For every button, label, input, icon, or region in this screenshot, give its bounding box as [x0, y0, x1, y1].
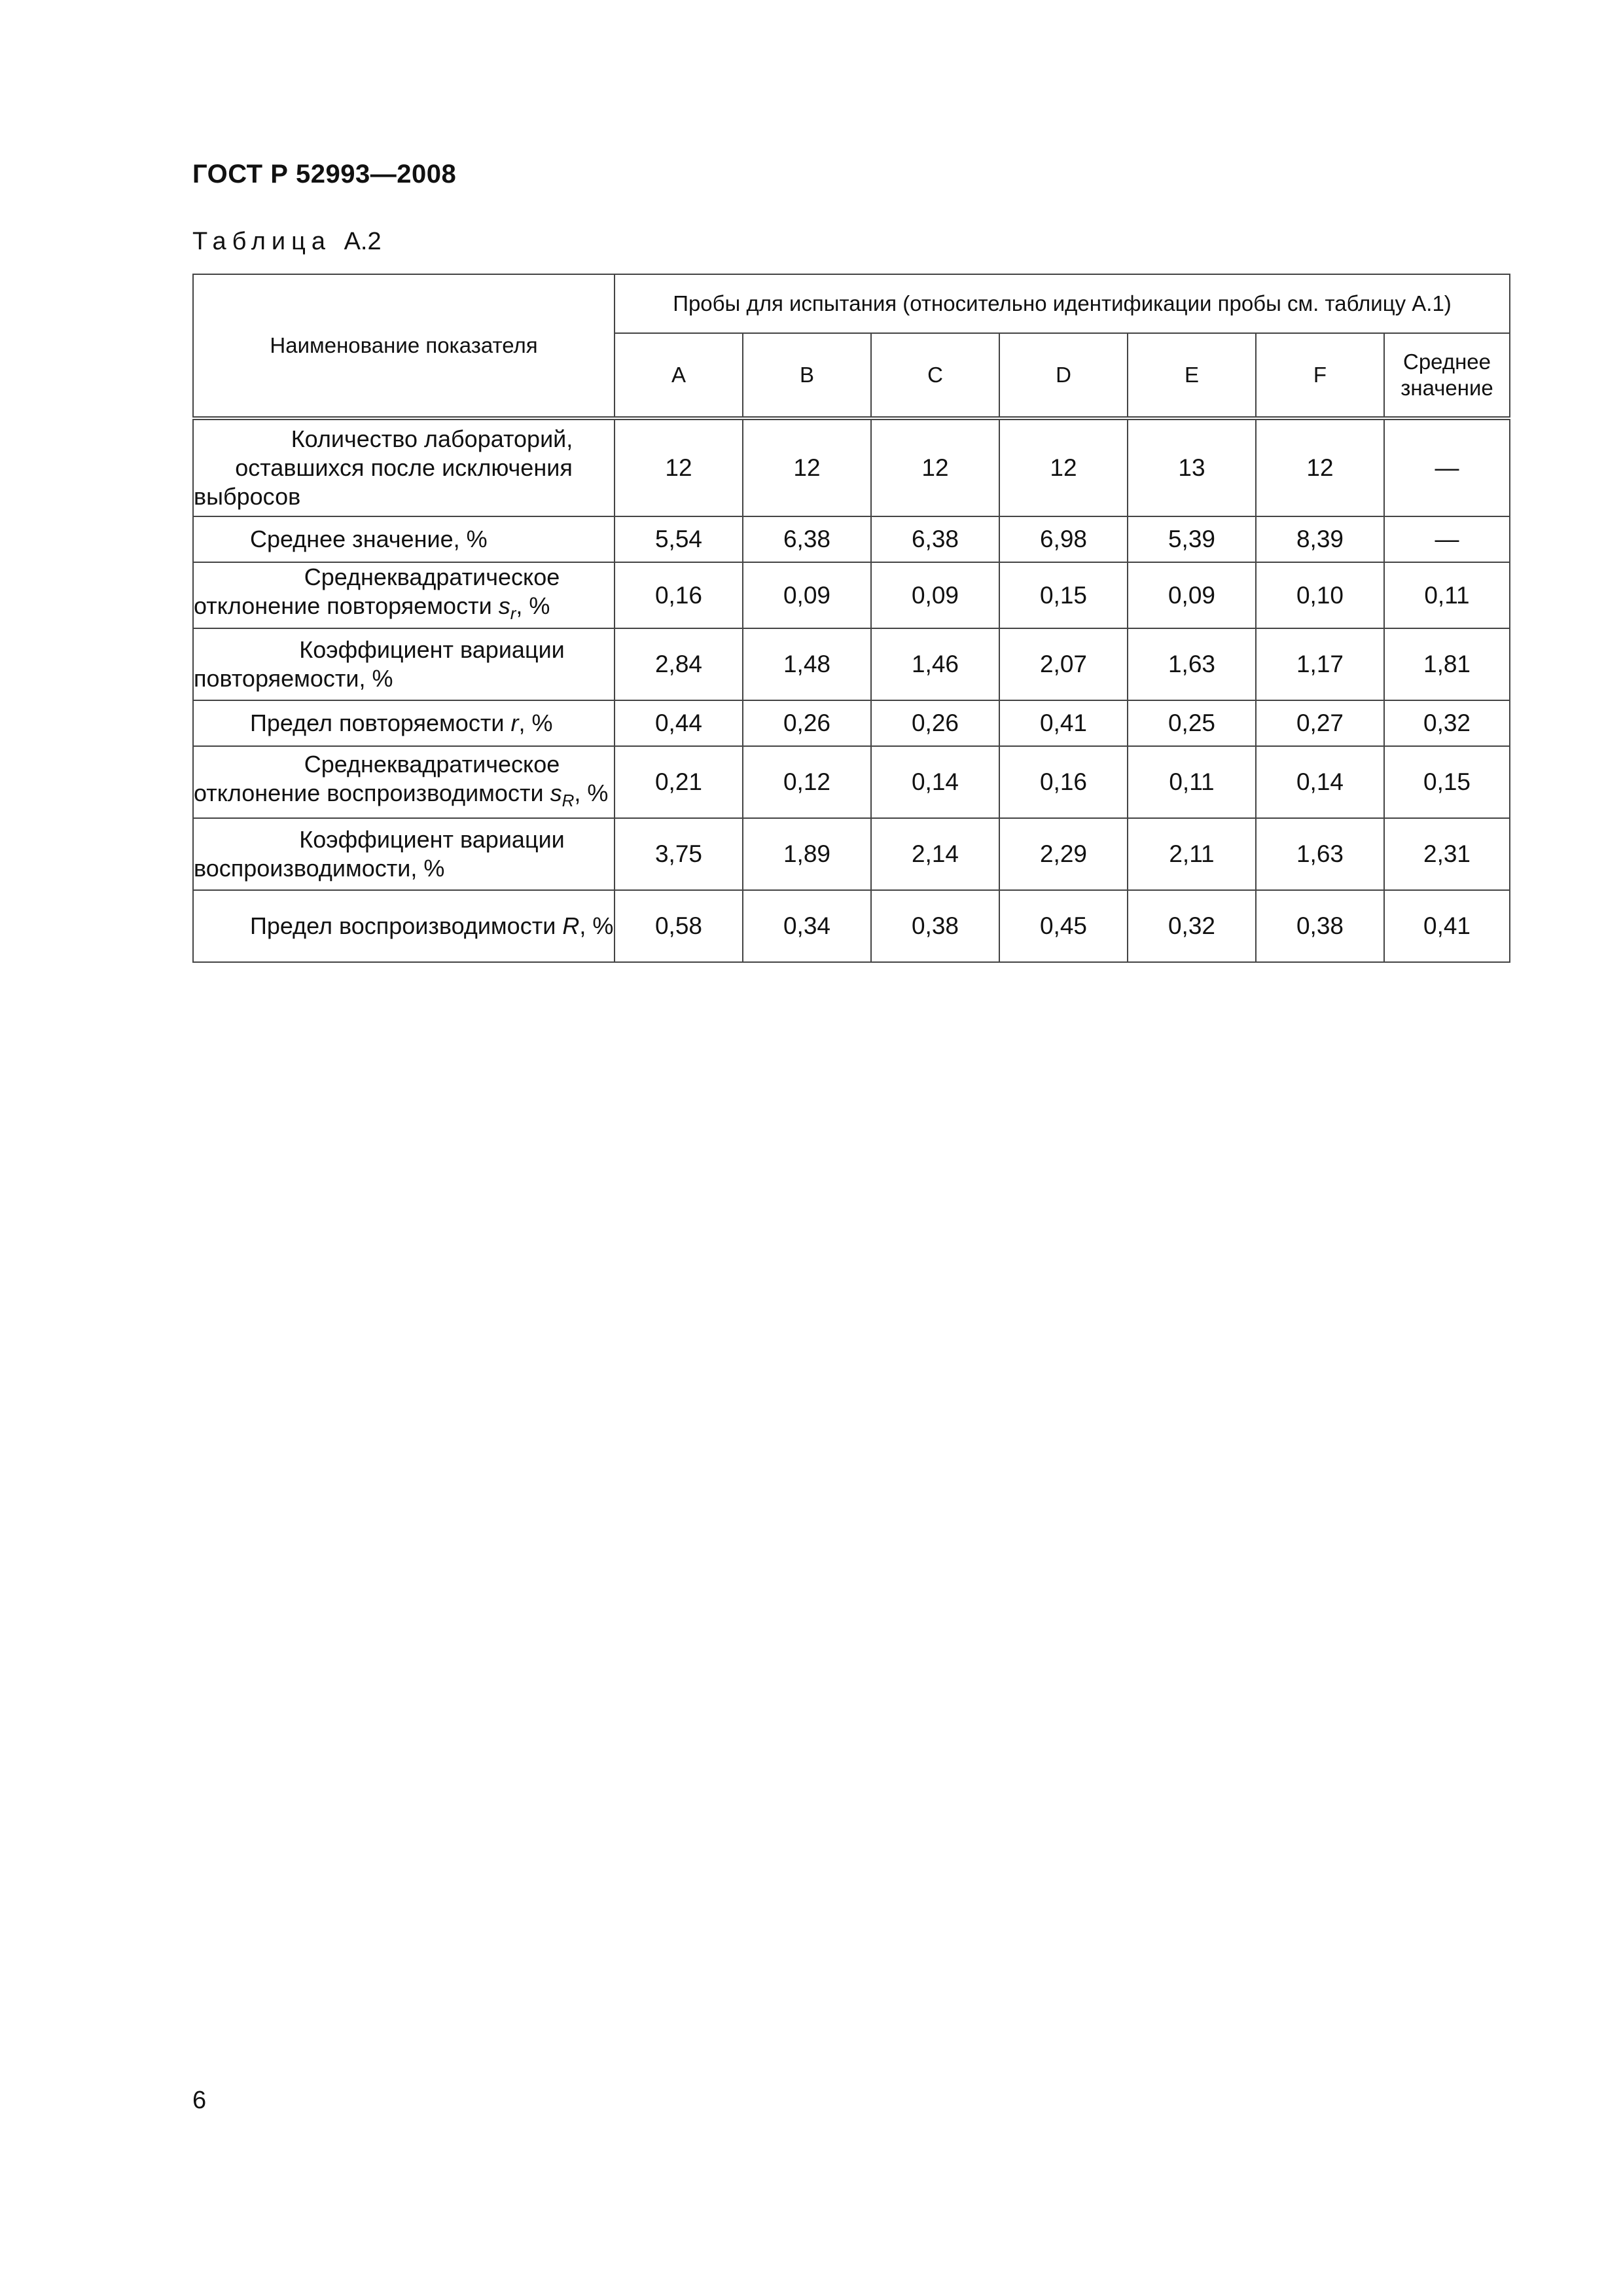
- row-label-subscript: r: [510, 603, 516, 624]
- table-cell: 6,38: [743, 516, 871, 562]
- table-cell: 12: [999, 418, 1128, 516]
- page-number: 6: [192, 2087, 207, 2114]
- column-header-6: F: [1256, 333, 1384, 418]
- table-cell: 0,27: [1256, 700, 1384, 746]
- table-cell: 1,17: [1256, 628, 1384, 700]
- table-cell: 0,16: [615, 562, 743, 628]
- row-label-text: Коэффициент вариации повторяемости, %: [194, 636, 565, 692]
- table-row: [193, 418, 1510, 516]
- table-cell: —: [1384, 516, 1510, 562]
- table-cell: 0,38: [871, 890, 999, 962]
- table-cell: 3,75: [615, 818, 743, 890]
- table-cell: 0,15: [1384, 746, 1510, 818]
- row-label-suffix: , %: [574, 779, 609, 806]
- table-cell: 0,41: [999, 700, 1128, 746]
- table-cell: 0,09: [871, 562, 999, 628]
- table-cell: 12: [615, 418, 743, 516]
- table-cell: 1,46: [871, 628, 999, 700]
- column-header-7: Среднее значение: [1384, 333, 1510, 418]
- table-cell: 0,26: [871, 700, 999, 746]
- column-header-2: B: [743, 333, 871, 418]
- row-label-subscript: R: [562, 790, 575, 810]
- table-row: [193, 516, 1510, 562]
- row-label-text: [194, 750, 614, 815]
- column-header-4: D: [999, 333, 1128, 418]
- table-cell: 1,63: [1128, 628, 1256, 700]
- table-cell: —: [1384, 418, 1510, 516]
- table-cell: 0,32: [1128, 890, 1256, 962]
- document-header: ГОСТ Р 52993—2008: [192, 160, 457, 188]
- table-cell: 2,11: [1128, 818, 1256, 890]
- table-cell: 0,11: [1128, 746, 1256, 818]
- row-label: [193, 418, 615, 516]
- table-cell: 0,25: [1128, 700, 1256, 746]
- table-caption-word: Таблица: [192, 228, 331, 255]
- table-cell: 5,54: [615, 516, 743, 562]
- samples-group-header: Пробы для испытания (относительно идентификации пробы см. таблицу А.1): [615, 274, 1510, 333]
- table-cell: 0,32: [1384, 700, 1510, 746]
- table-cell: 12: [871, 418, 999, 516]
- table-cell: 0,34: [743, 890, 871, 962]
- table-row: [193, 890, 1510, 962]
- table-cell: 0,15: [999, 562, 1128, 628]
- table-row: [193, 700, 1510, 746]
- column-header-5: E: [1128, 333, 1256, 418]
- row-label-symbol: s: [498, 592, 510, 619]
- table-cell: 0,14: [871, 746, 999, 818]
- row-label: [193, 890, 615, 962]
- table-cell: 5,39: [1128, 516, 1256, 562]
- row-label-prefix: Среднеквадратическое отклонение воспроизводимости: [194, 750, 560, 806]
- table-cell: 13: [1128, 418, 1256, 516]
- table-cell: 2,31: [1384, 818, 1510, 890]
- row-label-suffix: , %: [518, 709, 553, 737]
- row-label-text: Количество лабораторий, оставшихся после исключения выбросов: [194, 425, 573, 510]
- table-cell: 0,09: [743, 562, 871, 628]
- table-cell: 0,26: [743, 700, 871, 746]
- table-cell: 2,07: [999, 628, 1128, 700]
- row-label-symbol: s: [550, 779, 562, 806]
- table-cell: 1,63: [1256, 818, 1384, 890]
- row-label: [193, 628, 615, 700]
- name-column-header: Наименование показателя: [193, 274, 615, 418]
- table-cell: 1,89: [743, 818, 871, 890]
- row-label-symbol: R: [562, 912, 580, 940]
- table-row: [193, 746, 1510, 818]
- row-label-prefix: Среднеквадратическое отклонение повторяемости: [194, 564, 560, 619]
- table-cell: 2,84: [615, 628, 743, 700]
- table-cell: 1,81: [1384, 628, 1510, 700]
- row-label-text: Среднее значение, %: [250, 526, 488, 552]
- table-cell: 6,98: [999, 516, 1128, 562]
- row-label-text: Коэффициент вариации воспроизводимости, %: [194, 826, 565, 882]
- table-cell: 0,38: [1256, 890, 1384, 962]
- table-cell: 0,21: [615, 746, 743, 818]
- table-cell: 0,58: [615, 890, 743, 962]
- row-label-suffix: , %: [516, 592, 550, 619]
- table-cell: 6,38: [871, 516, 999, 562]
- table-cell: 0,45: [999, 890, 1128, 962]
- column-header-1: A: [615, 333, 743, 418]
- table-cell: 0,41: [1384, 890, 1510, 962]
- table-cell: 12: [743, 418, 871, 516]
- table-row: [193, 628, 1510, 700]
- row-label: [193, 746, 615, 818]
- table-cell: 0,11: [1384, 562, 1510, 628]
- row-label-suffix: , %: [579, 912, 614, 940]
- row-label-text: [194, 563, 614, 628]
- table-cell: 0,10: [1256, 562, 1384, 628]
- table-row: [193, 562, 1510, 628]
- table-cell: 2,29: [999, 818, 1128, 890]
- table-caption-number: А.2: [344, 228, 382, 255]
- row-label-text: [194, 709, 614, 738]
- row-label: [193, 700, 615, 746]
- table-cell: 0,09: [1128, 562, 1256, 628]
- row-label-prefix: Предел повторяемости: [250, 709, 511, 737]
- row-label-prefix: Предел воспроизводимости: [250, 912, 563, 940]
- table-cell: 1,48: [743, 628, 871, 700]
- table-cell: 8,39: [1256, 516, 1384, 562]
- table-caption: [192, 228, 382, 256]
- table-cell: 0,16: [999, 746, 1128, 818]
- row-label: [193, 818, 615, 890]
- row-label-text: [194, 912, 614, 941]
- table-cell: 0,14: [1256, 746, 1384, 818]
- table-cell: 12: [1256, 418, 1384, 516]
- row-label-symbol: r: [510, 709, 519, 737]
- row-label: [193, 516, 615, 562]
- column-header-3: C: [871, 333, 999, 418]
- row-label: [193, 562, 615, 628]
- results-table: [192, 274, 1510, 963]
- table-cell: 0,12: [743, 746, 871, 818]
- table-cell: 0,44: [615, 700, 743, 746]
- table-cell: 2,14: [871, 818, 999, 890]
- table-row: [193, 818, 1510, 890]
